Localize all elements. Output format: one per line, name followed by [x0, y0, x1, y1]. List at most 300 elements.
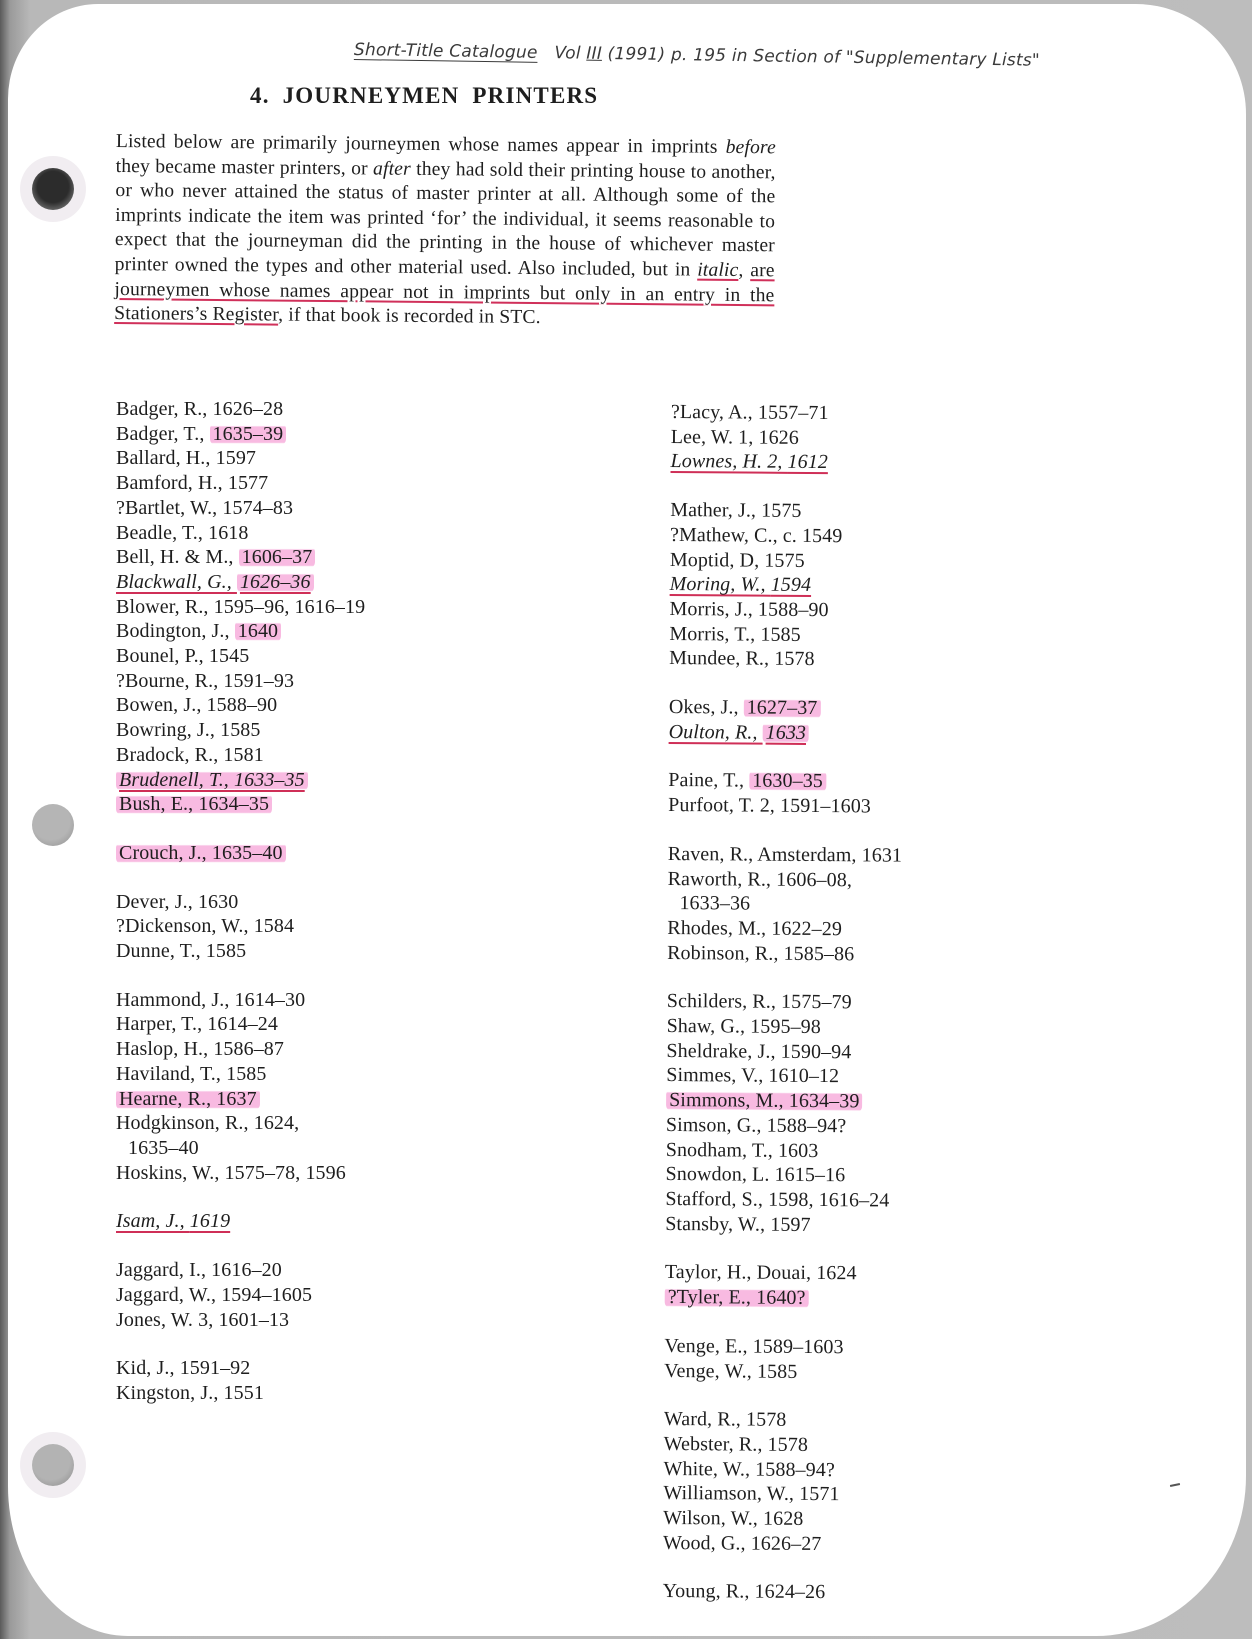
printer-entry-text	[116, 793, 272, 815]
printer-years: 1578	[774, 648, 815, 671]
printer-entry-text	[667, 1015, 821, 1038]
printer-name: Venge, E.,	[664, 1334, 753, 1358]
printer-entry	[666, 1088, 1086, 1116]
printer-name: Jaggard, W.,	[116, 1283, 222, 1306]
printer-entry	[664, 1358, 1084, 1386]
printer-entry-text	[116, 989, 305, 1011]
printer-years: 1615–16	[774, 1164, 846, 1187]
printer-entry	[669, 597, 1089, 625]
printer-years: 1584	[253, 915, 295, 938]
printer-entry-text	[664, 1359, 797, 1382]
printer-name: ?Lacy, A.,	[670, 400, 758, 424]
printer-years: 1635–40	[128, 1136, 199, 1159]
printer-entry-text	[666, 1040, 851, 1063]
printer-entry	[667, 1014, 1087, 1042]
punch-hole-bottom	[32, 1444, 74, 1486]
printer-name: Ballard, H.,	[116, 447, 216, 470]
printer-entry	[116, 841, 536, 866]
handnote-title: Short-Title Catalogue	[353, 40, 538, 63]
printer-entry	[116, 768, 536, 793]
printer-years: 1628	[762, 1507, 804, 1530]
printer-entry-text	[116, 1309, 289, 1331]
printer-name: Bell, H. & M.,	[116, 546, 239, 569]
printer-years: 1571	[799, 1483, 840, 1506]
printer-entry	[116, 644, 536, 669]
printer-entry	[116, 792, 536, 817]
printer-years: 1578	[745, 1408, 787, 1432]
printer-entry-text	[666, 1114, 847, 1137]
printers-list-left	[116, 397, 536, 1406]
printer-entry-text	[116, 1063, 267, 1085]
printer-entry-text	[670, 549, 805, 572]
printer-years: 1630	[197, 890, 239, 913]
printer-entry	[666, 1162, 1086, 1190]
printer-entry-text	[666, 1163, 846, 1186]
printer-years: 1585	[226, 1062, 267, 1085]
printer-entry	[665, 1212, 1085, 1240]
printer-years: 1637	[216, 1087, 257, 1110]
printer-entry	[670, 572, 1090, 600]
printer-name: Stafford, S.,	[665, 1187, 769, 1211]
printer-entry	[670, 449, 1090, 477]
printer-entry	[116, 496, 536, 521]
printer-entry-text	[116, 1382, 264, 1404]
printer-years: 1585	[205, 940, 247, 963]
printer-name: Raworth, R.,	[667, 867, 777, 891]
printer-entry	[116, 718, 536, 743]
printer-name: Crouch, J.,	[119, 841, 212, 864]
printer-entry	[116, 890, 536, 915]
printer-entry	[663, 1579, 1083, 1607]
printer-entry	[116, 422, 536, 447]
printer-name: Isam, J.,	[116, 1210, 190, 1233]
printer-entry-text	[670, 524, 842, 547]
printer-entry-text	[116, 719, 261, 741]
printer-entry-text	[116, 423, 286, 445]
intro-text-5: , if that book is recorded in STC.	[278, 304, 541, 329]
printer-years: 1598, 1616–24	[768, 1188, 890, 1212]
printer-name: Morris, J.,	[669, 597, 759, 621]
printer-name: Brudenell, T.,	[119, 768, 235, 791]
printer-entry	[670, 523, 1090, 551]
printer-name: Hearne, R.,	[119, 1087, 217, 1110]
printer-entry-text	[116, 571, 314, 593]
printer-years: Douai, 1624	[756, 1262, 857, 1285]
printer-name: Robinson, R.,	[667, 941, 784, 965]
printer-entry	[666, 1113, 1086, 1141]
printer-name: Purfoot, T. 2,	[668, 794, 781, 817]
printer-years: 1616–20	[211, 1259, 282, 1282]
printer-years: 1575	[764, 549, 805, 572]
printer-entry-text	[116, 1112, 299, 1134]
intro-italic: italic	[697, 259, 739, 281]
printer-name: Blower, R.,	[116, 595, 214, 618]
intro-text-3: they had sold their printing house to another, or who never attained the status of master printer at all. Although some of the imprints indicate the item was printed ‘for’ the individual, it seems reasonable to expect that the journeyman did the printing in the house of whichever master printer owned the types and other material used. Also included, but in	[114, 158, 776, 281]
printer-name: Schilders, R.,	[666, 990, 782, 1014]
printer-entry	[666, 1063, 1086, 1091]
printer-entry	[116, 1087, 536, 1112]
printer-years: 1545	[208, 645, 250, 668]
printer-years: 1634–39	[788, 1090, 860, 1113]
printer-entry-text	[116, 1259, 282, 1281]
printer-years: 1626–27	[750, 1532, 822, 1555]
printer-name: Jaggard, I.,	[116, 1259, 212, 1282]
printer-entry	[116, 446, 536, 471]
printer-name: Williamson, W.,	[663, 1482, 800, 1506]
printer-entry	[116, 939, 536, 964]
printer-entry-text	[116, 1013, 278, 1035]
printer-name: Bamford, H.,	[116, 472, 228, 495]
printer-entry-text	[116, 1038, 284, 1060]
printer-entry	[671, 425, 1091, 453]
printer-entry	[116, 1161, 536, 1186]
printer-entry-text	[665, 1188, 889, 1212]
printer-entry	[116, 669, 536, 694]
printer-entry	[665, 1260, 1085, 1288]
printer-name: Beadle, T.,	[116, 521, 209, 544]
printer-name: Snowdon, L.	[665, 1163, 775, 1187]
handnote-vol-prefix: Vol	[554, 43, 581, 64]
printer-years: 1591–92	[179, 1357, 251, 1380]
printer-entry-text	[669, 598, 828, 621]
printer-name: Young, R.,	[662, 1580, 755, 1604]
printer-name: Harper, T.,	[116, 1013, 208, 1036]
printer-entry-text	[116, 596, 365, 618]
printer-entry-text	[128, 1137, 199, 1159]
printer-name: Dunne, T.,	[116, 940, 206, 963]
printer-entry	[116, 1012, 536, 1037]
printer-years: 1590–94	[780, 1040, 852, 1064]
printer-name: Mundee, R.,	[669, 647, 775, 671]
printer-entry	[669, 646, 1089, 674]
printer-entry	[116, 1258, 536, 1283]
printer-name: Sheldrake, J.,	[666, 1039, 781, 1063]
printer-name: Badger, R.,	[116, 398, 213, 420]
printer-years: 1606–37	[239, 546, 316, 568]
printer-years: 1640?	[756, 1286, 806, 1310]
printer-name: Bush, E.,	[119, 793, 199, 816]
printer-entry	[116, 988, 536, 1013]
printer-entry-text	[664, 1335, 843, 1358]
printer-entry	[667, 891, 1087, 919]
printer-entry	[116, 471, 536, 496]
printer-years: 1626	[758, 426, 799, 449]
printer-years: 1627–37	[744, 697, 821, 720]
printer-entry	[116, 1381, 536, 1406]
printer-entry-text	[666, 1139, 819, 1162]
printer-entry	[116, 545, 536, 570]
printer-entry-text	[668, 794, 871, 817]
printer-years: 1597	[215, 447, 257, 470]
printer-entry	[664, 1407, 1084, 1435]
printer-name: ?Mathew, C.,	[669, 523, 783, 547]
printer-name: Hodgkinson, R.,	[116, 1112, 254, 1135]
printer-entry	[664, 1432, 1084, 1460]
printer-entry-text	[116, 1284, 312, 1306]
printer-name: Wilson, W.,	[663, 1506, 764, 1530]
intro-after: after	[372, 158, 411, 180]
printer-entry-text	[679, 892, 750, 914]
printer-years: 1597	[770, 1213, 811, 1236]
printer-years: 1612	[787, 451, 829, 474]
printer-entry	[116, 1356, 536, 1381]
printer-name: Wood, G.,	[662, 1531, 751, 1555]
printers-list-right	[663, 400, 1091, 1607]
printer-years: 1633–35	[234, 768, 305, 791]
printer-years: 1588–90	[757, 598, 829, 622]
printer-entry	[664, 1334, 1084, 1362]
printer-years: c. 1549	[782, 524, 843, 548]
printer-years: 1588–94?	[755, 1458, 835, 1481]
printer-entry-text	[671, 426, 799, 449]
printer-entry-text	[670, 573, 812, 596]
printer-entry	[668, 842, 1088, 870]
printer-name: Bounel, P.,	[116, 645, 209, 668]
printer-name: Moring, W.,	[669, 573, 771, 596]
printer-entry-text	[669, 623, 801, 646]
printer-name: Kingston, J.,	[116, 1381, 224, 1404]
printer-entry-text	[663, 1482, 839, 1505]
printer-name: Bodington, J.,	[116, 620, 235, 643]
printer-entry-text	[670, 450, 828, 473]
section-heading: 4. JOURNEYMEN PRINTERS	[250, 83, 599, 108]
printer-entry-text	[663, 1507, 803, 1530]
intro-text-4: ,	[738, 259, 751, 282]
printer-entry-text	[116, 1357, 250, 1379]
printer-name: Simson, G.,	[665, 1113, 767, 1137]
printer-years: 1595–98	[750, 1015, 821, 1039]
printer-years: 1588–94?	[766, 1114, 847, 1138]
printer-years: 1603	[777, 1139, 819, 1162]
printer-years: 1610–12	[768, 1065, 840, 1088]
printer-name: Taylor, H.,	[664, 1261, 757, 1285]
printer-entry	[663, 1506, 1083, 1534]
printer-years: 1624–26	[754, 1581, 826, 1604]
printer-entry	[116, 1037, 536, 1062]
printer-years: 1630–35	[749, 770, 826, 793]
printer-years: 1633–36	[679, 892, 751, 915]
printer-years: 1626–28	[212, 398, 284, 420]
printer-entry-text	[116, 1210, 230, 1232]
printer-entry	[669, 720, 1089, 748]
printer-years: 1586–87	[213, 1038, 285, 1061]
printer-name: Haviland, T.,	[116, 1062, 227, 1085]
printer-entry	[671, 400, 1091, 428]
printer-entry-text	[663, 1580, 826, 1603]
printer-years: 1581	[223, 743, 264, 766]
printer-name: Jones, W. 3,	[116, 1308, 219, 1331]
handnote-vol-number: III	[586, 43, 603, 64]
printer-name: Ward, R.,	[663, 1408, 747, 1431]
printer-name: Venge, W.,	[664, 1359, 758, 1383]
printer-entry-text	[116, 645, 249, 667]
intro-underlined: are journeymen whose names appear not in imprints but only in an entry in the Stationers’s Register	[114, 260, 775, 326]
printer-years: 1588–90	[206, 694, 278, 717]
printer-entry-text	[116, 472, 268, 494]
printer-entry-text	[116, 620, 281, 642]
printer-name: Rhodes, M.,	[667, 916, 772, 940]
printer-name: Kid, J.,	[116, 1357, 180, 1380]
printer-entry-text	[116, 915, 294, 937]
printer-years: 1585	[760, 623, 801, 646]
printer-name: Morris, T.,	[669, 622, 761, 646]
printer-entry-text	[116, 670, 294, 692]
printer-name: Badger, T.,	[116, 422, 210, 445]
printer-entry	[116, 595, 536, 620]
printer-entry-text	[667, 990, 852, 1013]
printer-name: Okes, J.,	[668, 696, 744, 719]
printer-years: 1614–24	[207, 1013, 278, 1036]
printer-years: 1589–1603	[752, 1335, 844, 1359]
printer-years: 1619	[189, 1210, 231, 1233]
printer-name: Snodham, T.,	[665, 1138, 779, 1162]
printer-years: 1557–71	[757, 401, 829, 425]
printer-entry	[665, 1285, 1085, 1313]
printer-entry	[667, 989, 1087, 1017]
printer-years: 1633	[763, 721, 810, 743]
printer-entry-text	[670, 499, 801, 522]
printer-entry-text	[664, 1433, 808, 1456]
printer-years: 1591–93	[223, 669, 295, 692]
printer-entry-text	[668, 868, 852, 891]
printer-years: 1577	[227, 472, 269, 495]
printer-name: Bowring, J.,	[116, 719, 221, 742]
printer-name: Lownes, H. 2,	[670, 450, 788, 474]
printer-entry	[663, 1531, 1083, 1559]
printer-entry	[666, 1039, 1086, 1067]
printer-name: Mather, J.,	[670, 499, 762, 522]
printer-name: ?Tyler, E.,	[667, 1286, 757, 1309]
printer-entry-text	[663, 1458, 834, 1481]
printer-entry	[116, 619, 536, 644]
punch-hole-top	[32, 168, 74, 210]
printer-name: Hoskins, W.,	[116, 1161, 225, 1184]
printer-entry-text	[116, 1088, 260, 1110]
printer-entry-text	[664, 1408, 787, 1431]
printer-years: 1574–83	[222, 496, 294, 519]
printer-name: Stansby, W.,	[665, 1212, 771, 1236]
printer-entry-text	[116, 522, 249, 544]
printer-entry	[116, 1283, 536, 1308]
printer-name: White, W.,	[663, 1457, 756, 1481]
printer-name: Simmes, V.,	[666, 1064, 769, 1088]
printer-entry-text	[665, 1213, 811, 1236]
printer-entry-text	[669, 721, 810, 744]
printer-name: Paine, T.,	[668, 769, 750, 792]
printer-years: 1635–40	[211, 841, 283, 864]
printer-entry-text	[116, 546, 315, 568]
printer-name: Shaw, G.,	[666, 1015, 751, 1038]
intro-text-2: they became master printers, or	[115, 155, 374, 180]
printer-entry	[116, 570, 536, 595]
intro-paragraph	[114, 130, 776, 333]
printer-entry	[116, 693, 536, 718]
printer-entry-text	[116, 744, 264, 766]
printer-entry-text	[666, 1064, 839, 1087]
printer-name: Haslop, H.,	[116, 1038, 214, 1061]
printer-name: Bradock, R.,	[116, 743, 224, 766]
printer-years: 1622–29	[771, 917, 843, 941]
printer-name: Oulton, R.,	[668, 720, 763, 744]
printer-entry	[663, 1457, 1083, 1485]
printer-years: 1624,	[253, 1112, 300, 1135]
printer-years: 1578	[767, 1433, 809, 1456]
printer-years: 1591–1603	[779, 794, 872, 818]
printer-name: Moptid, D,	[669, 548, 765, 572]
printer-years: 1575	[761, 499, 802, 523]
printer-years: 1606–08,	[776, 868, 853, 891]
printer-name: Simmons, M.,	[669, 1089, 789, 1113]
printer-entry-text	[116, 842, 286, 864]
printer-name: Lee, W. 1,	[670, 425, 759, 449]
printer-entry	[668, 793, 1088, 821]
printer-entry	[669, 695, 1089, 723]
printer-years: 1585–86	[783, 942, 855, 965]
printer-years: Amsterdam, 1631	[757, 843, 903, 867]
printer-entry	[663, 1481, 1083, 1509]
printer-years: 1626–36	[237, 571, 314, 593]
printer-entry-text	[667, 917, 842, 940]
printer-entry	[116, 1111, 536, 1136]
printer-years: 1635–39	[210, 423, 287, 445]
printer-entry-text	[116, 497, 293, 519]
printer-entry-text	[663, 1532, 822, 1555]
printer-entry	[116, 743, 536, 768]
printer-entry-text	[116, 1162, 346, 1184]
printer-entry	[669, 622, 1089, 650]
intro-before: before	[725, 136, 776, 159]
printer-entry-text	[116, 891, 238, 913]
printer-entry-text	[668, 843, 902, 867]
printer-name: ?Dickenson, W.,	[116, 915, 254, 938]
handnote-rest: (1991) p. 195 in Section of "Supplementary Lists"	[607, 43, 1041, 71]
printer-years: 1575–79	[781, 991, 852, 1014]
printer-entry	[668, 768, 1088, 796]
printer-entry-text	[116, 398, 283, 420]
printer-entry	[116, 1136, 536, 1161]
printer-entry	[670, 548, 1090, 576]
printer-years: 1594–1605	[221, 1283, 313, 1306]
printer-years: 1595–96, 1616–19	[213, 595, 366, 618]
printer-entry-text	[671, 401, 829, 424]
printer-name: Bowen, J.,	[116, 694, 207, 717]
printer-entry-text	[116, 769, 308, 791]
printer-name: Dever, J.,	[116, 890, 198, 913]
printer-entry	[116, 397, 536, 422]
printer-entry	[116, 1308, 536, 1333]
printer-years: 1575–78, 1596	[224, 1161, 346, 1184]
printer-entry-text	[669, 696, 821, 719]
printer-entry-text	[116, 694, 277, 716]
printer-name: ?Bourne, R.,	[116, 669, 224, 692]
printer-entry	[116, 914, 536, 939]
printer-entry-text	[665, 1261, 857, 1284]
printer-entry-text	[116, 447, 256, 469]
printer-name: ?Bartlet, W.,	[116, 496, 223, 519]
printer-entry	[116, 1062, 536, 1087]
printer-entry-text	[116, 940, 246, 962]
printer-years: 1601–13	[218, 1308, 290, 1331]
printer-years: 1551	[223, 1381, 264, 1404]
printer-years: 1585	[220, 719, 261, 742]
printer-entry-text	[667, 942, 854, 965]
punch-hole-middle	[32, 804, 74, 846]
printer-entry	[666, 1138, 1086, 1166]
printer-name: Raven, R.,	[667, 842, 758, 866]
printer-name: Blackwall, G.,	[116, 570, 237, 593]
printer-entry	[116, 1209, 536, 1234]
printer-years: 1614–30	[234, 988, 306, 1011]
